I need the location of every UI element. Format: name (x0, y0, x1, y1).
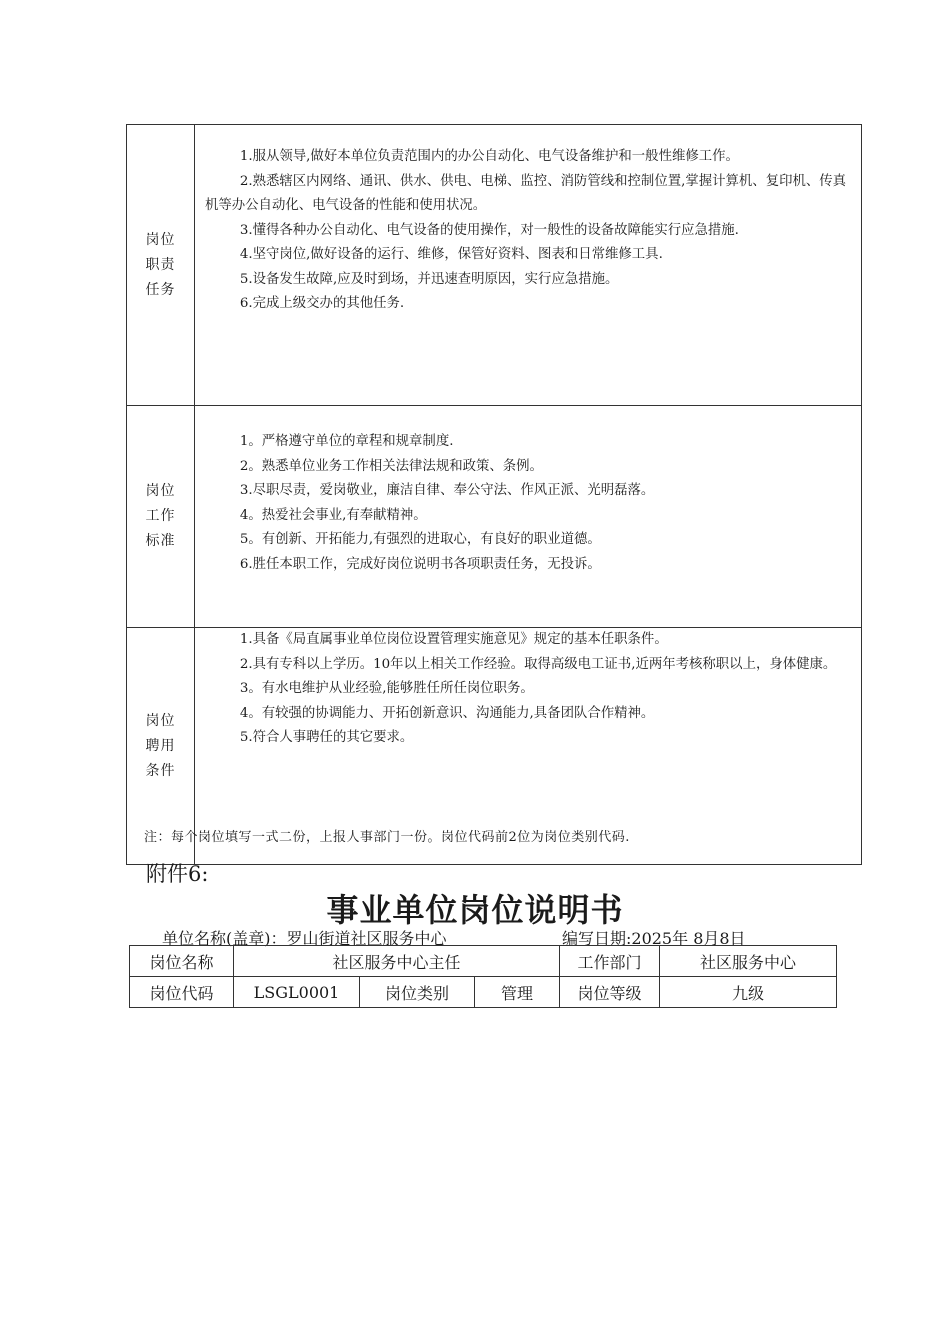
list-item: 1.服从领导,做好本单位负责范围内的办公自动化、电气设备维护和一般性维修工作。 (239, 149, 739, 164)
list-item: 2。熟悉单位业务工作相关法律法规和政策、条例。 (239, 458, 543, 474)
table-row (130, 946, 837, 977)
list-item: 4。热爱社会事业,有奉献精神。 (239, 507, 427, 523)
label-line: 标准 (145, 533, 176, 549)
label-line: 条件 (145, 762, 176, 779)
label-line: 岗位 (145, 712, 176, 729)
list-item: 2.具有专科以上学历。10年以上相关工作经验。取得高级电工证书,近两年考核称职以上，身体健康。 (239, 656, 837, 672)
section-label-standards (127, 406, 195, 628)
category-value: 管理 (475, 977, 560, 1008)
section-content-standards (195, 406, 862, 628)
job-description-table (126, 124, 862, 865)
table-row (127, 406, 862, 628)
label-line: 岗位 (145, 483, 176, 499)
list-item: 1.具备《局直属事业单位岗位设置管理实施意见》规定的基本任职条件。 (239, 632, 668, 647)
post-info-table (129, 945, 837, 1008)
list-item: 3.尽职尽责，爱岗敬业，廉洁自律、奉公守法、作风正派、光明磊落。 (239, 483, 655, 498)
grade-value: 九级 (660, 977, 837, 1008)
table-row (130, 977, 837, 1008)
section-content-duties (195, 125, 862, 406)
label-line: 职责 (145, 256, 176, 273)
list-item: 3.懂得各种办公自动化、电气设备的使用操作，对一般性的设备故障能实行应急措施. (239, 222, 739, 238)
annex-label: 附件6: (146, 862, 209, 886)
footnote: 注：每个岗位填写一式二份，上报人事部门一份。岗位代码前2位为岗位类别代码. (144, 830, 630, 845)
category-label: 岗位类别 (360, 977, 475, 1008)
label-line: 工作 (145, 508, 176, 524)
label-line: 任务 (145, 281, 176, 298)
grade-label: 岗位等级 (560, 977, 660, 1008)
list-item: 4.坚守岗位,做好设备的运行、维修，保管好资料、图表和日常维修工具. (239, 247, 663, 262)
label-line: 岗位 (145, 231, 176, 248)
list-item: 4。有较强的协调能力、开拓创新意识、沟通能力,具备团队合作精神。 (239, 705, 655, 721)
list-item: 6.胜任本职工作，完成好岗位说明书各项职责任务，无投诉。 (239, 556, 601, 572)
list-item: 2.熟悉辖区内网络、通讯、供水、供电、电梯、监控、消防管线和控制位置,掌握计算机、复印机、传真机等办公自动化、电气设备的性能和使用状况。 (205, 173, 847, 213)
section-label-duties (127, 125, 195, 406)
label-line: 聘用 (145, 737, 176, 754)
document-title: 事业单位岗位说明书 (326, 891, 624, 929)
list-item: 5.符合人事聘任的其它要求。 (239, 730, 414, 745)
list-item: 6.完成上级交办的其他任务. (239, 296, 405, 311)
table-row (127, 125, 862, 406)
post-code-label: 岗位代码 (130, 977, 234, 1008)
post-name-value: 社区服务中心主任 (234, 946, 560, 977)
post-code-value: LSGL0001 (234, 977, 360, 1008)
dept-label: 工作部门 (560, 946, 660, 977)
compile-date: 编写日期:2025年 8月8日 (562, 929, 746, 948)
list-item: 5。有创新、开拓能力,有强烈的进取心，有良好的职业道德。 (239, 532, 601, 547)
list-item: 5.设备发生故障,应及时到场，并迅速查明原因，实行应急措施。 (239, 271, 619, 287)
dept-value: 社区服务中心 (660, 946, 837, 977)
list-item: 1。严格遵守单位的章程和规章制度. (239, 434, 454, 449)
post-name-label: 岗位名称 (130, 946, 234, 977)
list-item: 3。有水电维护从业经验,能够胜任所任岗位职务。 (239, 681, 534, 696)
unit-name: 单位名称(盖章)：罗山街道社区服务中心 (162, 929, 447, 948)
